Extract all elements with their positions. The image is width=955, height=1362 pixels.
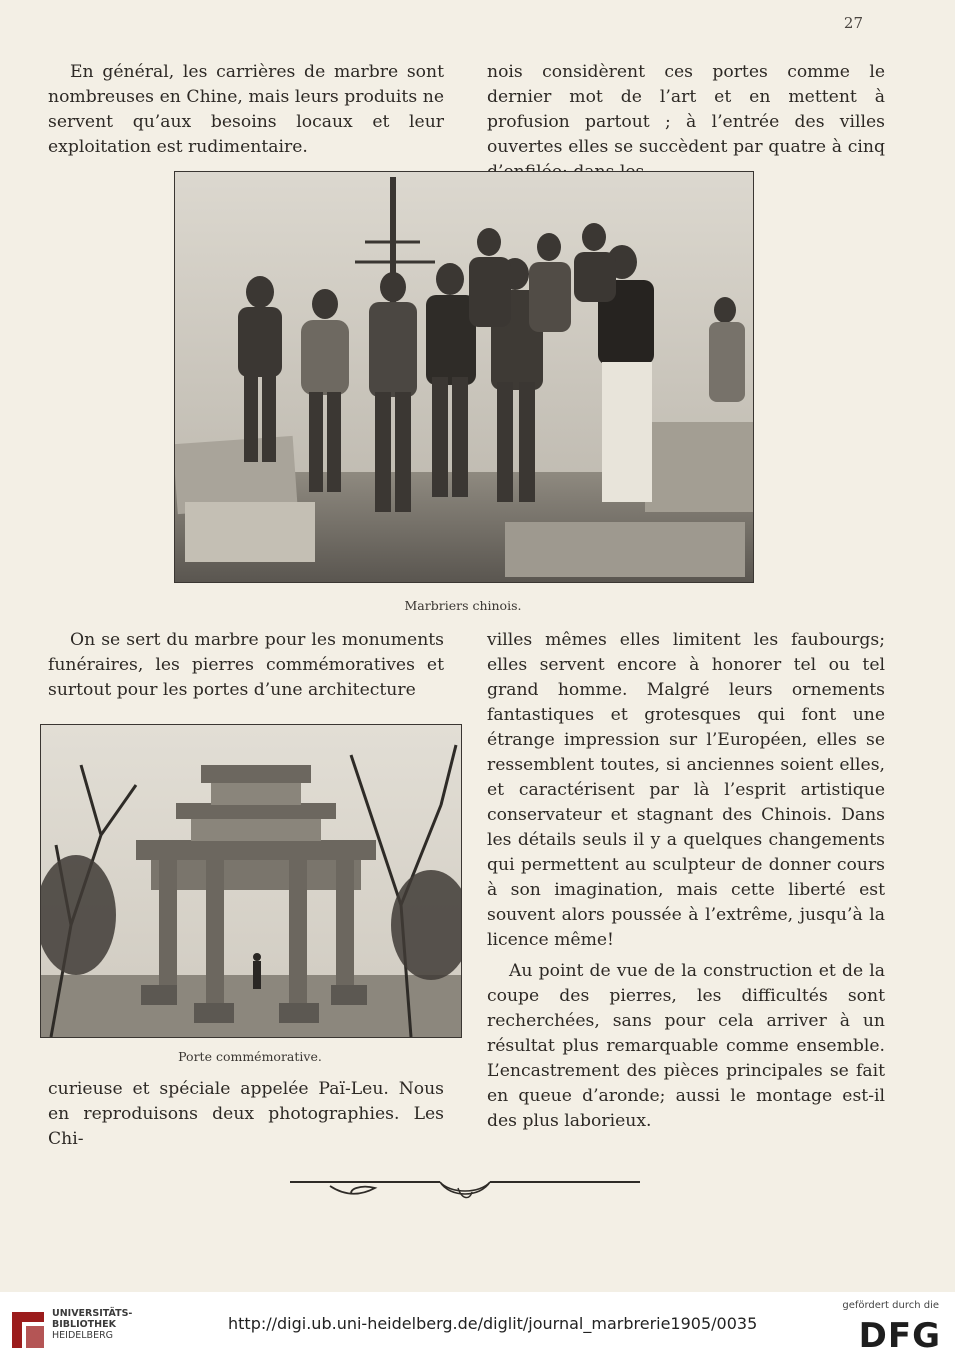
library-line-1: UNIVERSITÄTS- xyxy=(52,1308,133,1319)
paragraph: curieuse et spéciale appelée Paï-Leu. Nous en reproduisons deux photographies. Les Chi- xyxy=(48,1079,444,1149)
photo-porte xyxy=(40,724,462,1038)
caption-photo-2: Porte commémorative. xyxy=(178,1049,322,1064)
library-logo-icon xyxy=(10,1310,46,1350)
paragraph: On se sert du marbre pour les monuments funéraires, les pierres commémoratives et surtout pour les portes d’une architecture xyxy=(48,630,444,700)
source-url-link[interactable]: http://digi.ub.uni-heidelberg.de/diglit/journal_marbrerie1905/0035 xyxy=(228,1314,758,1333)
paragraph: Au point de vue de la construction et de la coupe des pierres, les difficultés sont recherchées, sans pour cela arriver à un résultat plus remarquable comme ensemble. L’encastrement des pièces principales se fait en queue d’aronde; aussi le montage est-il des plus laborieux. xyxy=(487,961,885,1131)
dfg-logo: DFG xyxy=(858,1316,941,1356)
page-number: 27 xyxy=(843,14,863,32)
photo-marbriers xyxy=(174,171,754,583)
text-column-bottom-left xyxy=(48,1077,444,1152)
footer-bar xyxy=(0,1292,955,1362)
library-name xyxy=(52,1308,132,1341)
text-column-right xyxy=(487,628,885,1134)
paragraph: nois considèrent ces portes comme le dernier mot de l’art et en mettent à profusion partout ; à l’entrée des villes ouvertes elles se succèdent par quatre à cinq xyxy=(487,62,885,157)
paragraph: En général, les carrières de marbre sont nombreuses en Chine, mais leurs produits ne servent qu’aux besoins locaux et leur exploitation est rudimentaire. xyxy=(48,62,444,157)
paragraph: villes mêmes elles limitent les faubourgs; elles servent encore à honorer tel ou tel grand homme. Malgré leurs ornements fantastiques et grotesques qui font une étrange impression sur l’Européen, elles se ressemblent toutes, si anciennes soient elles, et caractérisent par là l’esprit artistique conservateur et stagnant des Chinois. Dans les détails seuls il y a quelques changements qui permettent au sculpteur de donner cours à son imagination, mais cette liberté est souvent alors poussée à l’extrême, jusqu’à la licence même! xyxy=(487,630,885,950)
photo-porte-image xyxy=(41,725,461,1037)
decorative-ornament-icon xyxy=(290,1170,640,1206)
text-column-top-left xyxy=(48,60,444,160)
photo-marbriers-image xyxy=(175,172,753,582)
text-column-mid-left xyxy=(48,628,444,703)
library-line-2: BIBLIOTHEK xyxy=(52,1319,116,1330)
funding-label: gefördert durch die xyxy=(842,1300,939,1311)
text-column-top-right xyxy=(487,60,885,185)
library-line-3: HEIDELBERG xyxy=(52,1330,114,1341)
caption-photo-1: Marbriers chinois. xyxy=(404,598,522,613)
